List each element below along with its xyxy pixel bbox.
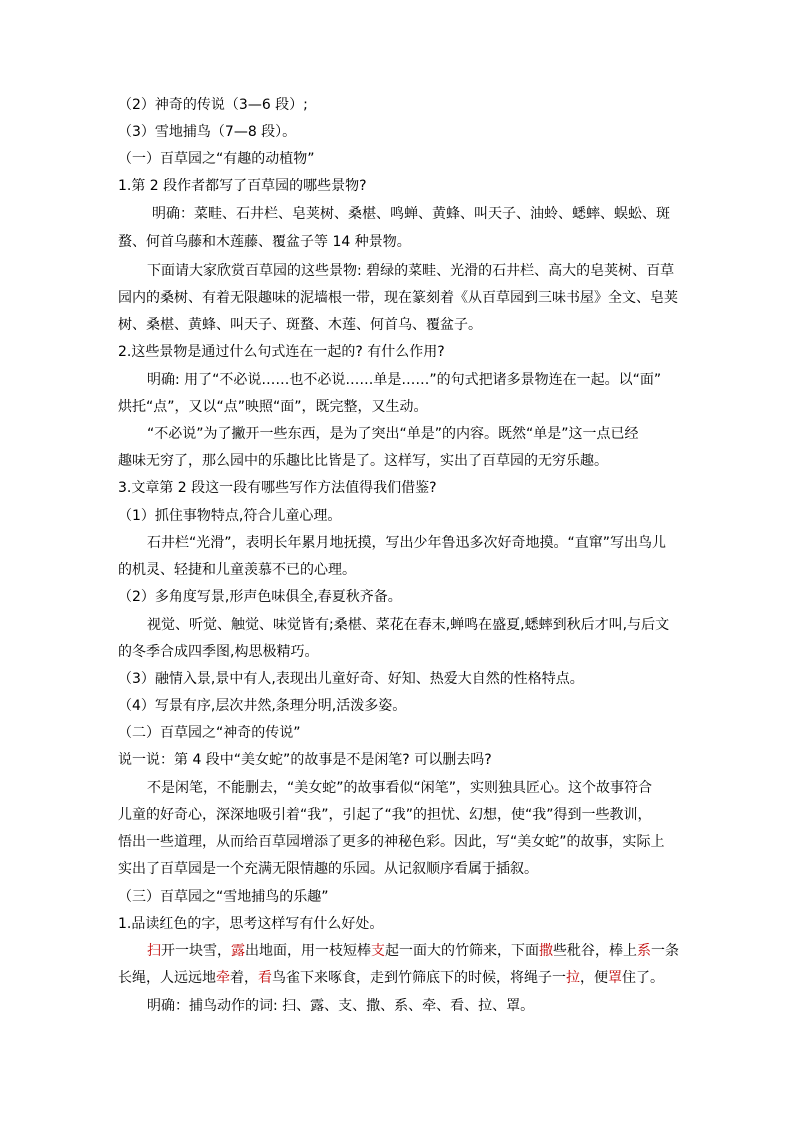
method-4: （4）写景有序,层次井然,条理分明,活泼多姿。 bbox=[118, 698, 407, 714]
method-2: （2）多角度写景,形声色味俱全,春夏秋齐备。 bbox=[118, 589, 402, 605]
action-word: 系 bbox=[637, 943, 651, 959]
excerpt-line-2: 长绳，人远远地牵着，看鸟雀下来啄食，走到竹筛底下的时候，将绳子一拉，便罩住了。 bbox=[118, 970, 664, 986]
question-4: 说一说：第 4 段中“美女蛇”的故事是不是闲笔? 可以删去吗? bbox=[118, 752, 492, 768]
method-3: （3）融情入景,景中有人,表现出儿童好奇、好知、热爱大自然的性格特点。 bbox=[118, 671, 584, 687]
outline-item-2: （2）神奇的传说（3—6 段）; bbox=[118, 97, 308, 113]
action-word: 罩 bbox=[608, 970, 622, 986]
question-3: 3.文章第 2 段这一段有哪些写作方法值得我们借鉴? bbox=[118, 480, 437, 496]
excerpt-line-1: 扫开一块雪，露出地面，用一枝短棒支起一面大的竹筛来，下面撒些秕谷，棒上系一条 bbox=[147, 943, 679, 959]
paragraph-2-line-2: 趣味无穷了，那么园中的乐趣比比皆是了。这样写，实出了百草园的无穷乐趣。 bbox=[118, 453, 608, 469]
answer-4-line-4: 实出了百草园是一个充满无限情趣的乐园。从记叙顺序看属于插叙。 bbox=[118, 861, 538, 877]
action-word: 露 bbox=[231, 943, 245, 959]
paragraph-1-line-1: 下面请大家欣赏百草园的这些景物: 碧绿的菜畦、光滑的石井栏、高大的皂荚树、百草 bbox=[147, 263, 675, 279]
action-word: 牵 bbox=[216, 970, 230, 986]
method-1: （1）抓住事物特点,符合儿童心理。 bbox=[118, 508, 342, 524]
answer-2-line-2: 烘托“点”，又以“点”映照“面”，既完整，又生动。 bbox=[118, 399, 428, 415]
question-1: 1.第 2 段作者都写了百草园的哪些景物? bbox=[118, 178, 367, 194]
answer-4-line-3: 悟出一些道理，从而给百草园增添了更多的神秘色彩。因此，写“美女蛇”的故事，实际上 bbox=[118, 834, 665, 850]
section-heading-3: （三）百草园之“雪地捕鸟的乐趣” bbox=[118, 889, 329, 905]
section-heading-1: （一）百草园之“有趣的动植物” bbox=[118, 151, 315, 167]
action-word: 撒 bbox=[539, 943, 553, 959]
outline-item-3: （3）雪地捕鸟（7—8 段）。 bbox=[118, 124, 297, 140]
method-1-detail-line-2: 的机灵、轻捷和儿童羡慕不已的心理。 bbox=[118, 562, 356, 578]
action-word: 扫 bbox=[147, 943, 161, 959]
paragraph-1-line-3: 树、桑椹、黄蜂、叫天子、斑蝥、木莲、何首乌、覆盆子。 bbox=[118, 317, 482, 333]
method-1-detail-line-1: 石井栏“光滑”，表明长年累月地抚摸，写出少年鲁迅多次好奇地摸。“直窜”写出鸟儿 bbox=[147, 535, 667, 551]
action-word: 支 bbox=[371, 943, 385, 959]
answer-4-line-2: 儿童的好奇心，深深地吸引着“我”，引起了“我”的担忧、幻想，使“我”得到一些教训， bbox=[118, 807, 652, 823]
answer-1-line-2: 蝥、何首乌藤和木莲藤、覆盆子等 14 种景物。 bbox=[118, 234, 411, 250]
action-word: 看 bbox=[258, 970, 272, 986]
question-5: 1.品读红色的字，思考这样写有什么好处。 bbox=[118, 916, 384, 932]
answer-1-line-1: 明确：菜畦、石井栏、皂荚树、桑椹、鸣蝉、黄蜂、叫天子、油蛉、蟋蟀、蜈蚣、斑 bbox=[152, 206, 670, 222]
section-heading-2: （二）百草园之“神奇的传说” bbox=[118, 725, 301, 741]
answer-5: 明确：捕鸟动作的词: 扫、露、支、撒、系、牵、看、拉、罩。 bbox=[147, 998, 535, 1014]
method-2-detail-line-1: 视觉、听觉、触觉、味觉皆有;桑椹、菜花在春末,蝉鸣在盛夏,蟋蟀到秋后才叫,与后文 bbox=[147, 617, 670, 633]
question-2: 2.这些景物是通过什么句式连在一起的? 有什么作用? bbox=[118, 344, 445, 360]
answer-4-line-1: 不是闲笔，不能删去，“美女蛇”的故事看似“闲笔”，实则独具匠心。这个故事符合 bbox=[147, 780, 653, 796]
answer-2-line-1: 明确: 用了“不必说……也不必说……单是……”的句式把诸多景物连在一起。以“面” bbox=[147, 372, 662, 388]
paragraph-2-line-1: “不必说”为了撇开一些东西，是为了突出“单是”的内容。既然“单是”这一点已经 bbox=[147, 426, 639, 442]
method-2-detail-line-2: 的冬季合成四季图,构思极精巧。 bbox=[118, 644, 319, 660]
paragraph-1-line-2: 园内的桑树、有着无限趣味的泥墙根一带，现在篆刻着《从百草园到三味书屋》全文、皂荚 bbox=[118, 290, 678, 306]
action-word: 拉 bbox=[566, 970, 580, 986]
